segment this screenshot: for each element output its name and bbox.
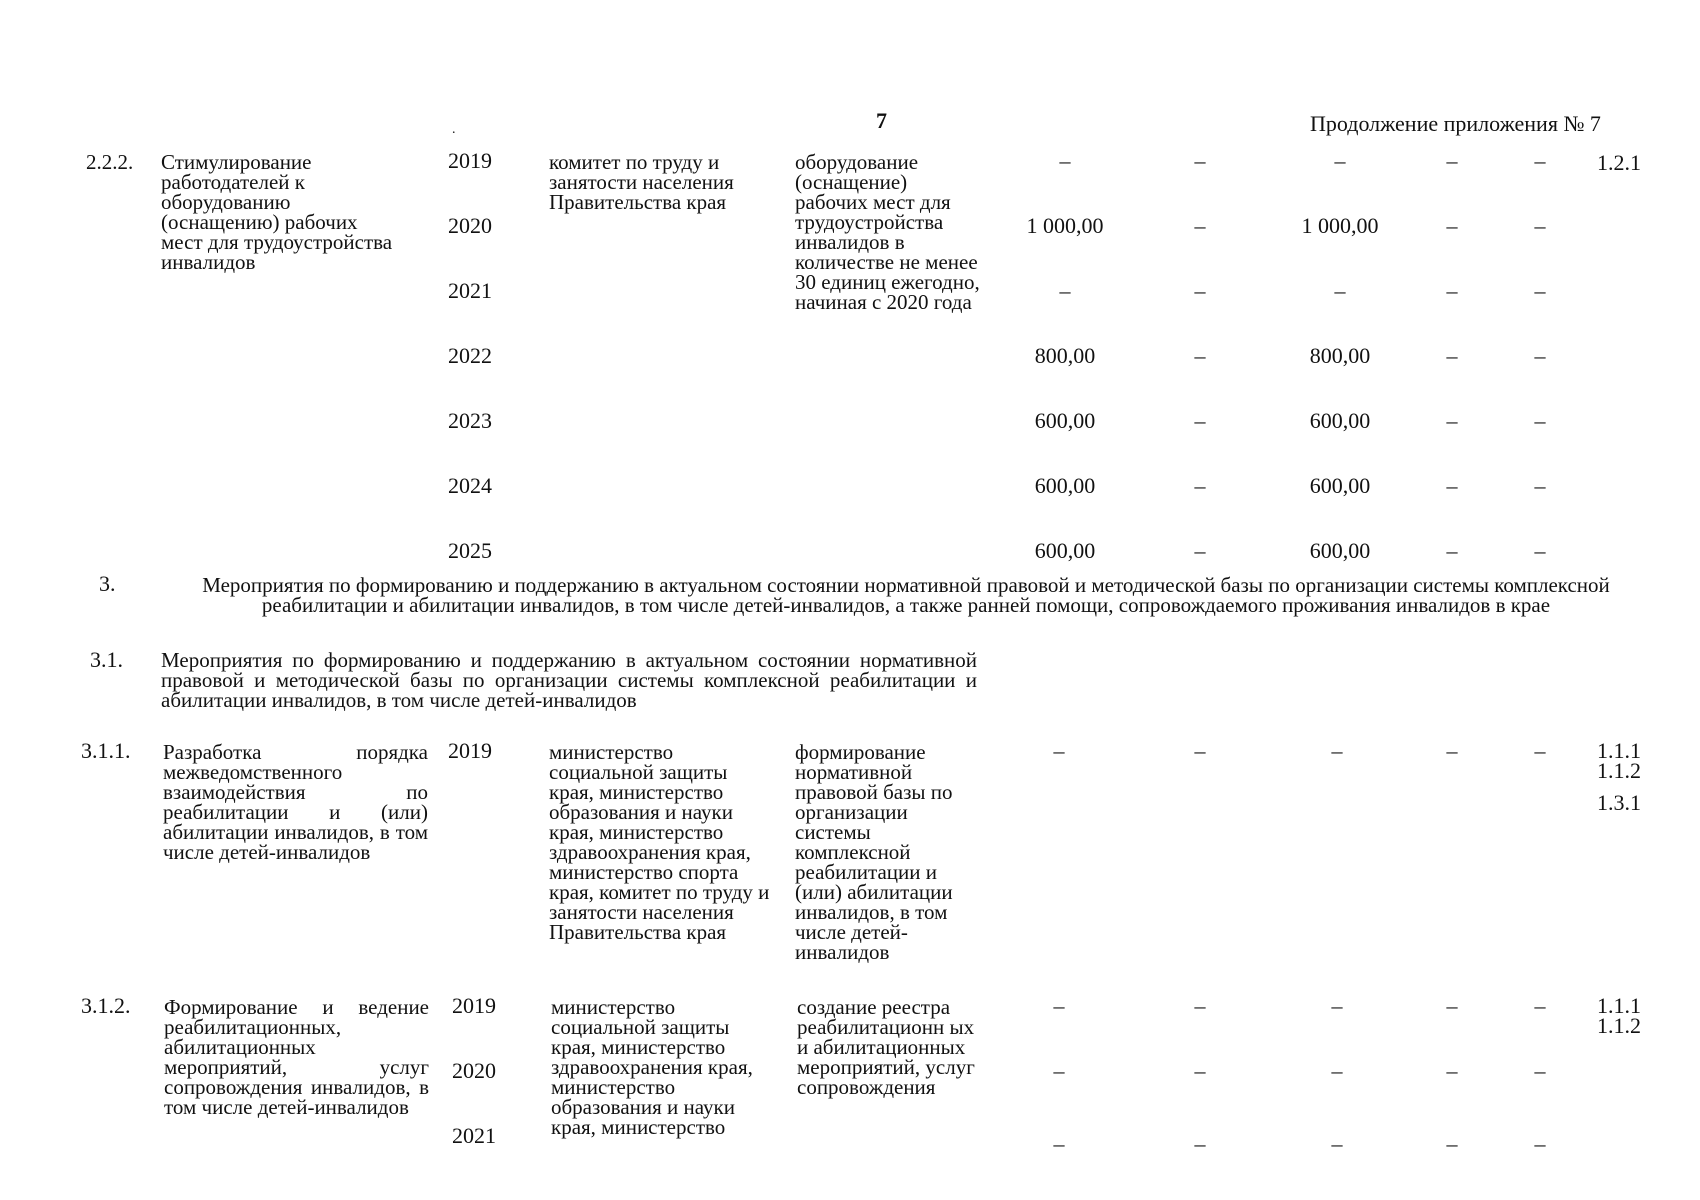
year-label: 2023 <box>448 408 492 433</box>
row-312-title: Формирование и ведение реабилитационных, абилитационных мероприятий, услуг сопровождения инвалидов, в том числе детей-инвалидов <box>164 995 429 1119</box>
year-label: 2019 <box>448 148 492 173</box>
section-3-code: 3. <box>99 571 116 596</box>
row-312-value: – <box>1534 993 1546 1018</box>
row-311-value-1: – <box>1053 738 1065 763</box>
year-label: 2020 <box>448 213 492 238</box>
value-cell-v5: – <box>1534 408 1546 433</box>
value-cell-v5: – <box>1534 278 1546 303</box>
continuation-label: Продолжение приложения № 7 <box>1310 111 1601 136</box>
value-cell-v2: – <box>1194 473 1206 498</box>
value-cell-v2: – <box>1194 408 1206 433</box>
row-311-code: 3.1.1. <box>81 738 131 763</box>
row-312-value: – <box>1534 1131 1546 1156</box>
row-311-value-4: – <box>1446 738 1458 763</box>
value-cell-v1: 600,00 <box>1034 538 1096 563</box>
row-311-value-5: – <box>1534 738 1546 763</box>
row-311-value-2: – <box>1194 738 1206 763</box>
row-312-value: – <box>1194 1131 1206 1156</box>
value-cell-v4: – <box>1446 278 1458 303</box>
row-code: 2.2.2. <box>86 150 134 174</box>
value-cell-v2: – <box>1194 213 1206 238</box>
value-cell-v3: – <box>1334 278 1346 303</box>
row-312-result: создание реестра реабилитационн ых и абилитационных мероприятий, услуг сопровождения <box>797 995 975 1099</box>
row-312-ref-1: 1.1.1 <box>1597 993 1641 1018</box>
value-cell-v3: 600,00 <box>1309 408 1371 433</box>
row-311-executor: министерство социальной защиты края, министерство образования и науки края, министерство здравоохранения края, министерство спорта края, комитет по труду и занятости населения Правительства края <box>549 740 770 944</box>
value-cell-v4: – <box>1446 343 1458 368</box>
year-label: 2025 <box>448 538 492 563</box>
value-cell-v5: – <box>1534 148 1546 173</box>
value-cell-v5: – <box>1534 473 1546 498</box>
row-312-code: 3.1.2. <box>81 993 131 1018</box>
value-cell-v1: 800,00 <box>1034 343 1096 368</box>
value-cell-v4: – <box>1446 408 1458 433</box>
year-label: 2024 <box>448 473 492 498</box>
value-cell-v2: – <box>1194 538 1206 563</box>
section-3-1-title: Мероприятия по формированию и поддержанию в актуальном состоянии нормативной правовой и методической базы по организации системы комплексной реабилитации и абилитации инвалидов, в том числе детей-инвалидов <box>161 648 977 712</box>
row-312-value: – <box>1331 993 1343 1018</box>
row-312-value: – <box>1446 993 1458 1018</box>
value-cell-v5: – <box>1534 538 1546 563</box>
row-312-value: – <box>1053 1131 1065 1156</box>
value-cell-v3: – <box>1334 148 1346 173</box>
value-cell-v3: 800,00 <box>1309 343 1371 368</box>
row-312-year: 2021 <box>452 1123 496 1148</box>
value-cell-v3: 1 000,00 <box>1301 213 1379 238</box>
value-cell-v4: – <box>1446 213 1458 238</box>
row-311-ref-2: 1.1.2 <box>1597 758 1641 783</box>
row-311-value-3: – <box>1331 738 1343 763</box>
value-cell-v1: 600,00 <box>1034 408 1096 433</box>
value-cell-v2: – <box>1194 278 1206 303</box>
row-312-value: – <box>1446 1058 1458 1083</box>
row-312-value: – <box>1331 1131 1343 1156</box>
row-executor: комитет по труду и занятости населения Правительства края <box>549 150 734 214</box>
value-cell-v4: – <box>1446 148 1458 173</box>
row-312-value: – <box>1446 1131 1458 1156</box>
row-312-year: 2019 <box>452 993 496 1018</box>
row-311-ref-1: 1.1.1 <box>1597 738 1641 763</box>
year-label: 2021 <box>448 278 492 303</box>
value-cell-v3: 600,00 <box>1309 538 1371 563</box>
value-cell-v3: 600,00 <box>1309 473 1371 498</box>
value-cell-v2: – <box>1194 343 1206 368</box>
value-cell-v1: 1 000,00 <box>1026 213 1104 238</box>
row-312-ref-2: 1.1.2 <box>1597 1013 1641 1038</box>
row-312-value: – <box>1053 993 1065 1018</box>
value-cell-v1: – <box>1059 148 1071 173</box>
value-cell-v1: 600,00 <box>1034 473 1096 498</box>
row-result: оборудование (оснащение) рабочих мест для трудоустройства инвалидов в количестве не менее 30 единиц ежегодно, начиная с 2020 года <box>795 150 980 314</box>
row-title: Стимулирование работодателей к оборудованию (оснащению) рабочих мест для трудоустройства инвалидов <box>161 150 393 274</box>
page-number: 7 <box>876 108 887 133</box>
row-312-executor: министерство социальной защиты края, министерство здравоохранения края, министерство образования и науки края, министерство <box>551 995 753 1139</box>
row-312-year: 2020 <box>452 1058 496 1083</box>
row-312-value: – <box>1053 1058 1065 1083</box>
value-cell-v5: – <box>1534 213 1546 238</box>
value-cell-v1: – <box>1059 278 1071 303</box>
value-cell-v2: – <box>1194 148 1206 173</box>
year-label: 2022 <box>448 343 492 368</box>
row-312-value: – <box>1534 1058 1546 1083</box>
value-cell-v4: – <box>1446 538 1458 563</box>
row-312-value: – <box>1194 1058 1206 1083</box>
row-ref: 1.2.1 <box>1597 150 1641 175</box>
row-311-title: Разработка порядка межведомственного взаимодействия по реабилитации и (или) абилитации инвалидов, в том числе детей-инвалидов <box>163 740 428 864</box>
section-3-title: Мероприятия по формированию и поддержанию в актуальном состоянии нормативной правовой и методической базы по организации системы комплексной реабилитации и абилитации инвалидов, в том числе детей-инвалидов, а также ранней помощи, сопровождаемого проживания инвалидов в крае <box>202 573 1610 617</box>
row-312-value: – <box>1194 993 1206 1018</box>
row-312-value: – <box>1331 1058 1343 1083</box>
row-311-result: формирование нормативной правовой базы по организации системы комплексной реабилитации и (или) абилитации инвалидов, в том числе детей-инвалидов <box>795 740 953 964</box>
row-311-ref-3: 1.3.1 <box>1597 790 1641 815</box>
stray-mark: . <box>452 122 456 137</box>
value-cell-v5: – <box>1534 343 1546 368</box>
value-cell-v4: – <box>1446 473 1458 498</box>
row-311-year: 2019 <box>448 738 492 763</box>
section-3-1-code: 3.1. <box>90 647 123 672</box>
